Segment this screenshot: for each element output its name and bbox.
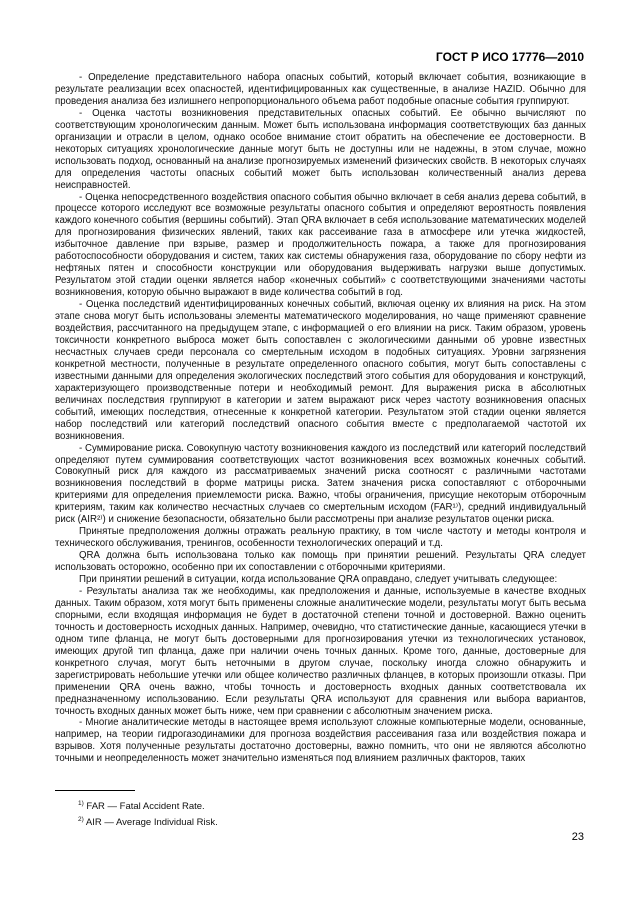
paragraph: - Оценка последствий идентифицированных конечных событий, включая оценку их влияния на риск. На этом этапе снова могут быть использованы элементы математического моделирования, но чаще применяют сравнение воздействия, рассчитанного на предыдущем этапе, с информацией о его влиянии на риск. Таким образом, уровень токсичности конкретного выброса может быть сопоставлен с экологическими данными об уровне известных несчастных случаев среди персонала со смертельным исходом в подобных ситуациях. Уровни загрязнения конкретной местности, полученные в результате определенного опасного события, могут быть сопоставлены с известными данными для определения экологических последствий этого события для оборудования и конструкций, характеризующего производственные потери и необходимый ремонт. Для выражения риска в абсолютных величинах последствия группируют в категории и затем выражают риск через частоту возникновения опасных событий, имеющих последствия, отнесенные к конкретной категории. Результатом этой стадии оценки является набор последствий или категорий последствий опасного события вместе с предполагаемой частотой их возникновения. <box>55 299 586 442</box>
footnote-text: AIR — Average Individual Risk. <box>85 817 218 829</box>
paragraph: При принятии решений в ситуации, когда использование QRA оправдано, следует учитывать следующее: <box>79 574 558 586</box>
paragraph: - Суммирование риска. Совокупную частоту возникновения каждого из последствий или категорий последствий определяют путем суммирования соответствующих частот возникновения всех возможных конечных событий. Совокупный риск для каждого из рассматриваемых значений риска соотносят с различными частотами возникновения последствий в форме матрицы риска. Затем значения риска сопоставляют с отборочными критериями для определения приемлемости риска. Важно, чтобы ограничения, присущие некоторым отборочным критериям, таким как количество несчастных случаев со смертельным исходом (FAR¹⁾), средний индивидуальный риск (AIR²⁾) и снижение безопасности, обязательно были рассмотрены при анализе результатов оценки риска. <box>55 442 586 526</box>
paragraph: - Оценка частоты возникновения представительных опасных событий. Ее обычно вычисляют по соответствующим хронологическим данным. Может быть использована информация соответствующих баз данных организации и отрасли в целом, однако особое внимание стоит обратить на обеспечение ее достоверности. В некоторых ситуациях хронологические данные могут быть не доступны или не надежны, в этом случае, можно использовать подход, основанный на анализе прогнозируемых изменений физических свойств. В некоторых случаях для определения частоты опасных событий может быть использован количественный анализ дерева неисправностей. <box>55 107 586 191</box>
paragraph: - Определение представительного набора опасных событий, который включает события, возникающие в результате реализации всех опасностей, идентифицированных как существенные, в анализе HAZID. Обычно для проведения анализа без излишнего непропорционального объема работ подобные опасные события группируют. <box>55 72 586 107</box>
body-text <box>55 72 586 765</box>
footnote <box>78 797 218 813</box>
paragraph: - Многие аналитические методы в настоящее время используют сложные компьютерные модели, основанные, например, на теории гидрогазодинамики для прогноза воздействия рассеивания газа или воздействия пожара и взрывов. Хотя полученные результаты достаточно достоверны, важно помнить, что они не являются абсолютно точными и неопределенность может значительно изменяться под влиянием различных факторов, таких <box>55 717 586 765</box>
standard-header: ГОСТ Р ИСО 17776—2010 <box>435 50 584 64</box>
footnote <box>78 813 218 829</box>
paragraph: - Оценка непосредственного воздействия опасного события обычно включает в себя анализ дерева событий, в процессе которого исследуют все возможные результаты опасного события и определяют вероятность появления каждого конечного события (вершины событий). Этап QRA включает в себя использование математических моделей для прогнозирования физических явлений, таких как рассеивание газа в атмосфере или утечка жидкостей, избыточное давление при взрыве, размер и продолжительность пожара, а также для прогнозирования работоспособности оборудования и систем, таких как системы обнаружения газа, оборудование по сбору нефти из нефтяных пятен и способности конструкции или оборудования выдерживать нагрузки выше допустимых. Результатом этой стадии оценки является набор «конечных событий» с соответствующими значениями частоты возникновения, которую обычно выражают в виде количества событий в год. <box>55 191 586 299</box>
footnote-text: FAR — Fatal Accident Rate. <box>86 801 205 813</box>
footnote-mark: 1) <box>78 800 84 807</box>
paragraph: - Результаты анализа так же необходимы, как предположения и данные, используемые в качестве входных данных. Таким образом, хотя могут быть применены сложные аналитические модели, результаты могут быть весьма спорными, если входящая информация не будет в достаточной степени точной и достоверной. Важно оценить точность и достоверность исходных данных. Например, очевидно, что статистические данные, касающиеся утечки в одном типе фланца, не могут быть достоверными для прогнозирования утечки из технологических установок, имеющих другой тип фланца, даже при наличии очень точных данных. Кроме того, данные, достоверные для конкретного случая, могут быть неточными в другом случае, поскольку иногда сложно обнаружить и зарегистрировать небольшие утечки или общее количество различных фланцев, в которых произошли отказы. При применении QRA очень важно, чтобы точность и достоверность входных данных соответствовала их предназначенному использованию. Если результаты QRA используют для сравнения или выбора вариантов, точность входных данных может быть ниже, чем при сравнении с абсолютным значением риска. <box>55 585 586 717</box>
footnotes <box>78 797 218 829</box>
footnote-mark: 2) <box>78 816 84 824</box>
page-number: 23 <box>571 831 584 843</box>
paragraph: Принятые предположения должны отражать реальную практику, в том числе частоту и методы контроля и технического обслуживания, тренингов, особенности технологических операций и т.д. <box>55 526 586 550</box>
footnote-divider <box>55 790 135 791</box>
paragraph: QRA должна быть использована только как помощь при принятии решений. Результаты QRA следует использовать осторожно, особенно при их сопоставлении с отборочными критериями. <box>55 550 586 574</box>
